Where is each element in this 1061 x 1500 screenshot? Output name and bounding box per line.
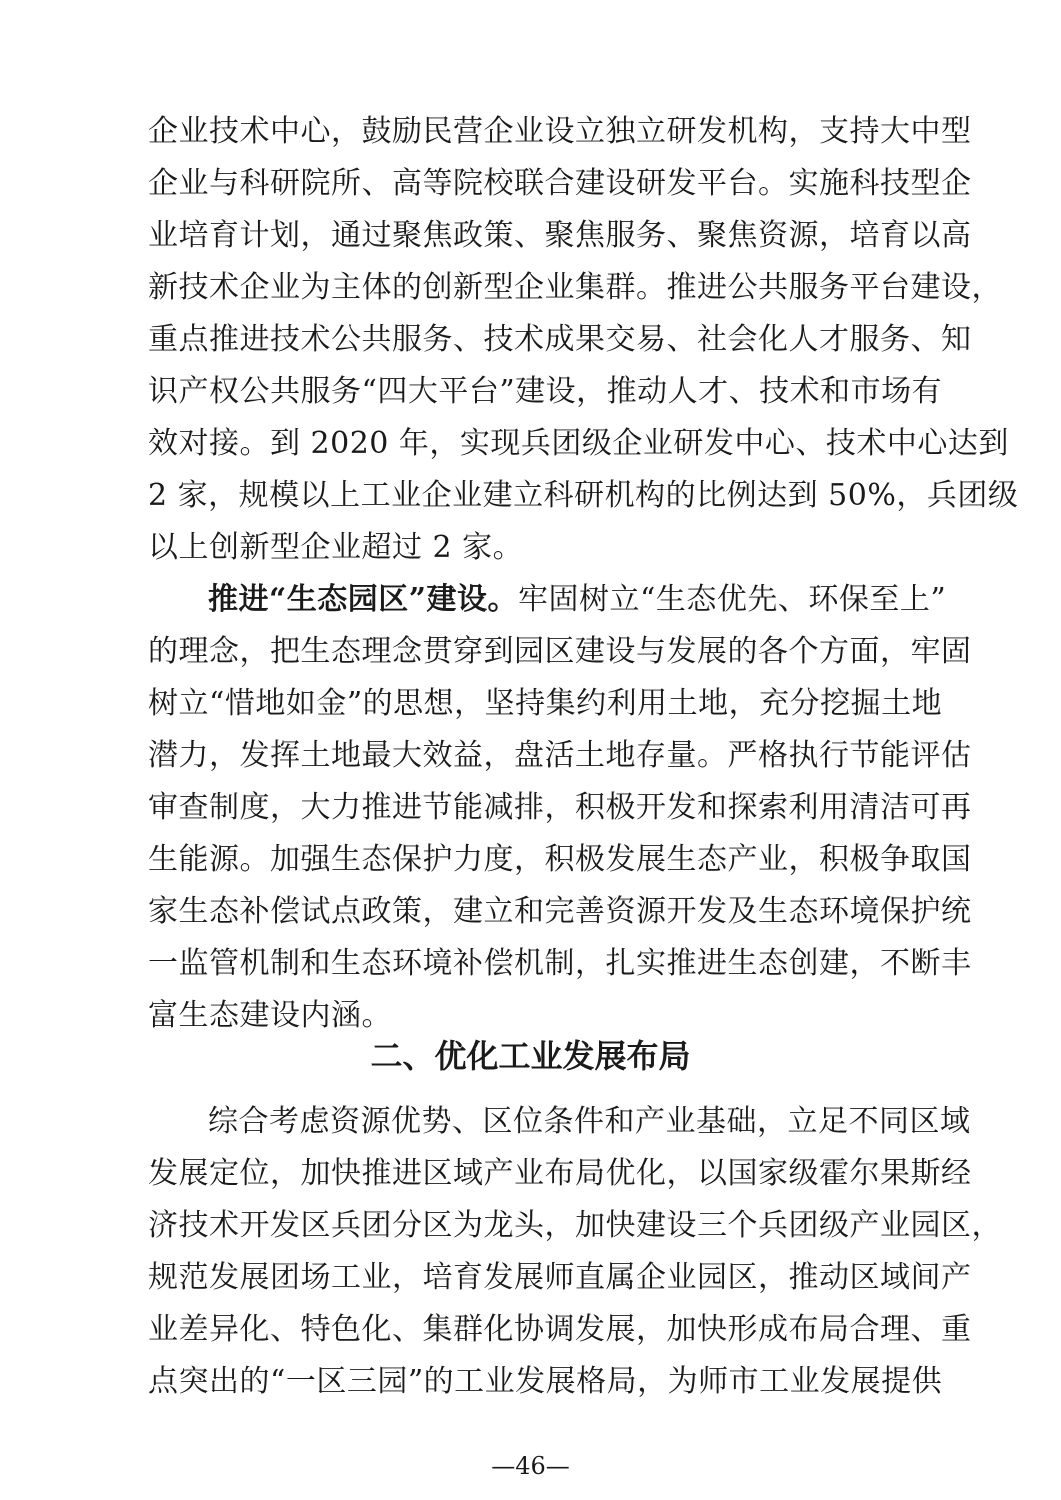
bold-lead: 推进“生态园区”建设。 [208,582,519,617]
section-heading: 二、优化工业发展布局 [370,1037,691,1075]
text-line: 家生态补偿试点政策，建立和完善资源开发及生态环境保护统 [148,894,972,929]
text-line: 业差异化、特色化、集群化协调发展，加快形成布局合理、重 [148,1312,972,1347]
text-line [208,580,947,620]
text-line: 重点推进技术公共服务、技术成果交易、社会化人才服务、知 [148,322,972,357]
text-line: 一监管机制和生态环境补偿机制，扎实推进生态创建，不断丰 [148,946,972,981]
text-line: 济技术开发区兵团分区为龙头，加快建设三个兵团级产业园区， [148,1208,1002,1243]
text-line: 审查制度，大力推进节能减排，积极开发和探索利用清洁可再 [148,790,972,825]
text-run: 牢固树立“生态优先、环保至上” [518,582,947,617]
text-line: 的理念，把生态理念贯穿到园区建设与发展的各个方面，牢固 [148,634,972,669]
text-line: 新技术企业为主体的创新型企业集群。推进公共服务平台建设， [148,270,1002,305]
text-line: 生能源。加强生态保护力度，积极发展生态产业，积极争取国 [148,842,972,877]
text-line: 发展定位，加快推进区域产业布局优化，以国家级霍尔果斯经 [148,1156,972,1191]
text-line: 富生态建设内涵。 [148,998,392,1033]
text-line: 企业与科研院所、高等院校联合建设研发平台。实施科技型企 [148,166,972,201]
text-line: 识产权公共服务“四大平台”建设，推动人才、技术和市场有 [148,374,943,409]
text-line: 综合考虑资源优势、区位条件和产业基础，立足不同区域 [208,1104,971,1139]
text-line: 业培育计划，通过聚焦政策、聚焦服务、聚焦资源，培育以高 [148,218,972,253]
text-line: 效对接。到 2020 年，实现兵团级企业研发中心、技术中心达到 [148,426,1009,461]
page-number: —46— [491,1452,570,1480]
text-line: 点突出的“一区三园”的工业发展格局，为师市工业发展提供 [148,1364,943,1399]
text-line: 2 家，规模以上工业企业建立科研机构的比例达到 50%，兵团级 [148,478,1019,513]
text-line: 树立“惜地如金”的思想，坚持集约利用土地，充分挖掘土地 [148,686,943,721]
text-line: 潜力，发挥土地最大效益，盘活土地存量。严格执行节能评估 [148,738,972,773]
text-line: 以上创新型企业超过 2 家。 [148,530,524,565]
text-line: 企业技术中心，鼓励民营企业设立独立研发机构，支持大中型 [148,114,972,149]
text-line: 规范发展团场工业，培育发展师直属企业园区，推动区域间产 [148,1260,972,1295]
